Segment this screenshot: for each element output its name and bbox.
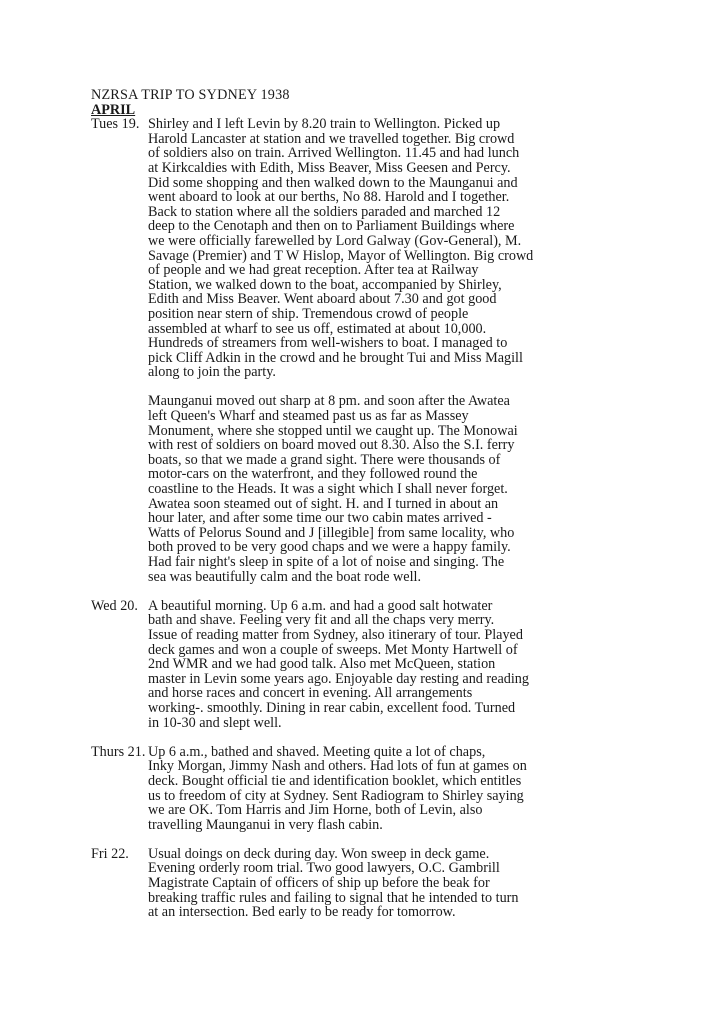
text-line: coastline to the Heads. It was a sight which I shall never forget. [148,481,508,498]
text-line: of soldiers also on train. Arrived Wellington. 11.45 and had lunch [148,145,520,162]
diary-page [91,88,651,920]
text-line: with rest of soldiers on board moved out 8.30. Also the S.I. ferry [148,437,515,454]
diary-entries [91,117,651,920]
text-line: Harold Lancaster at station and we travelled together. Big crowd [148,130,515,147]
text-line: master in Levin some years ago. Enjoyable day resting and reading [148,670,529,687]
text-line: Savage (Premier) and T W Hislop, Mayor of Wellington. Big crowd [148,247,534,264]
text-line: went aboard to look at our berths, No 88. Harold and I together. [148,189,510,206]
text-line: pick Cliff Adkin in the crowd and he brought Tui and Miss Magill [148,349,523,366]
entry-body [148,847,651,920]
diary-entry [91,847,651,920]
text-line: assembled at wharf to see us off, estimated at about 10,000. [148,320,487,337]
month-heading: APRIL [91,101,136,118]
text-line: deep to the Cenotaph and then on to Parliament Buildings where [148,218,515,235]
entry-body [148,599,651,730]
text-line: Did some shopping and then walked down to the Maunganui and [148,174,518,191]
text-line: Evening orderly room trial. Two good lawyers, O.C. Gambrill [148,860,500,877]
text-line: and horse races and concert in evening. All arrangements [148,685,473,702]
text-line: Hundreds of streamers from well-wishers to boat. I managed to [148,335,508,352]
text-line: Watts of Pelorus Sound and J [illegible] from same locality, who [148,524,515,541]
text-line: working-. smoothly. Dining in rear cabin, excellent food. Turned [148,699,516,716]
entry-paragraph [148,599,651,730]
text-line: deck games and won a couple of sweeps. Met Monty Hartwell of [148,641,518,658]
entry-body [148,745,651,833]
diary-entry [91,745,651,833]
text-line: Usual doings on deck during day. Won sweep in deck game. [148,845,490,862]
text-line: along to join the party. [148,364,276,381]
text-line: bath and shave. Feeling very fit and all the chaps very merry. [148,612,495,629]
diary-entry [91,599,651,730]
text-line: Magistrate Captain of officers of ship up before the beak for [148,875,490,892]
text-line: left Queen's Wharf and steamed past us as far as Massey [148,408,469,425]
text-line: Station, we walked down to the boat, accompanied by Shirley, [148,276,502,293]
text-line: Back to station where all the soldiers paraded and marched 12 [148,203,501,220]
entry-paragraph [148,847,651,920]
text-line: at an intersection. Bed early to be ready for tomorrow. [148,904,456,921]
text-line: Maunganui moved out sharp at 8 pm. and soon after the Awatea [148,393,510,410]
text-line: Had fair night's sleep in spite of a lot of noise and singing. The [148,554,505,570]
text-line: A beautiful morning. Up 6 a.m. and had a good salt hotwater [148,597,493,614]
text-line: of people and we had great reception. After tea at Railway [148,262,479,279]
text-line: travelling Maunganui in very flash cabin. [148,816,383,833]
entry-date: Wed 20. [91,597,138,614]
text-line: Issue of reading matter from Sydney, also itinerary of tour. Played [148,626,523,643]
text-line: 2nd WMR and we had good talk. Also met McQueen, station [148,656,496,673]
entry-paragraph [148,117,651,380]
document-title: NZRSA TRIP TO SYDNEY 1938 [91,87,290,103]
text-line: position near stern of ship. Tremendous crowd of people [148,305,469,322]
entry-date: Tues 19. [91,116,140,133]
text-line: breaking traffic rules and failing to signal that he intended to turn [148,889,519,906]
entry-paragraph [148,394,651,584]
text-line: Shirley and I left Levin by 8.20 train to Wellington. Picked up [148,116,501,133]
text-line: in 10-30 and slept well. [148,714,282,731]
text-line: we are OK. Tom Harris and Jim Horne, both of Levin, also [148,802,483,819]
entry-spacer [91,584,651,599]
text-line: we were officially farewelled by Lord Galway (Gov-General), M. [148,232,522,249]
text-line: at Kirkcaldies with Edith, Miss Beaver, Miss Geesen and Percy. [148,159,511,176]
entry-body [148,117,651,584]
text-line: deck. Bought official tie and identification booklet, which entitles [148,772,522,789]
entry-date: Fri 22. [91,845,129,862]
text-line: sea was beautifully calm and the boat rode well. [148,568,422,585]
text-line: both proved to be very good chaps and we were a happy family. [148,539,511,556]
text-line: Edith and Miss Beaver. Went aboard about 7.30 and got good [148,291,497,308]
text-line: boats, so that we made a grand sight. There were thousands of [148,451,501,468]
text-line: Monument, where she stopped until we caught up. The Monowai [148,422,518,439]
text-line: Awatea soon steamed out of sight. H. and I turned in about an [148,495,499,512]
entry-spacer [91,730,651,745]
text-line: Inky Morgan, Jimmy Nash and others. Had lots of fun at games on [148,758,527,775]
text-line: motor-cars on the waterfront, and they followed round the [148,466,478,483]
entry-paragraph [148,745,651,833]
text-line: Up 6 a.m., bathed and shaved. Meeting quite a lot of chaps, [148,743,486,760]
diary-entry [91,117,651,584]
entry-spacer [91,832,651,847]
text-line: us to freedom of city at Sydney. Sent Radiogram to Shirley saying [148,787,524,804]
entry-date: Thurs 21. [91,743,146,760]
text-line: hour later, and after some time our two cabin mates arrived - [148,510,492,527]
paragraph-spacer [148,380,651,395]
